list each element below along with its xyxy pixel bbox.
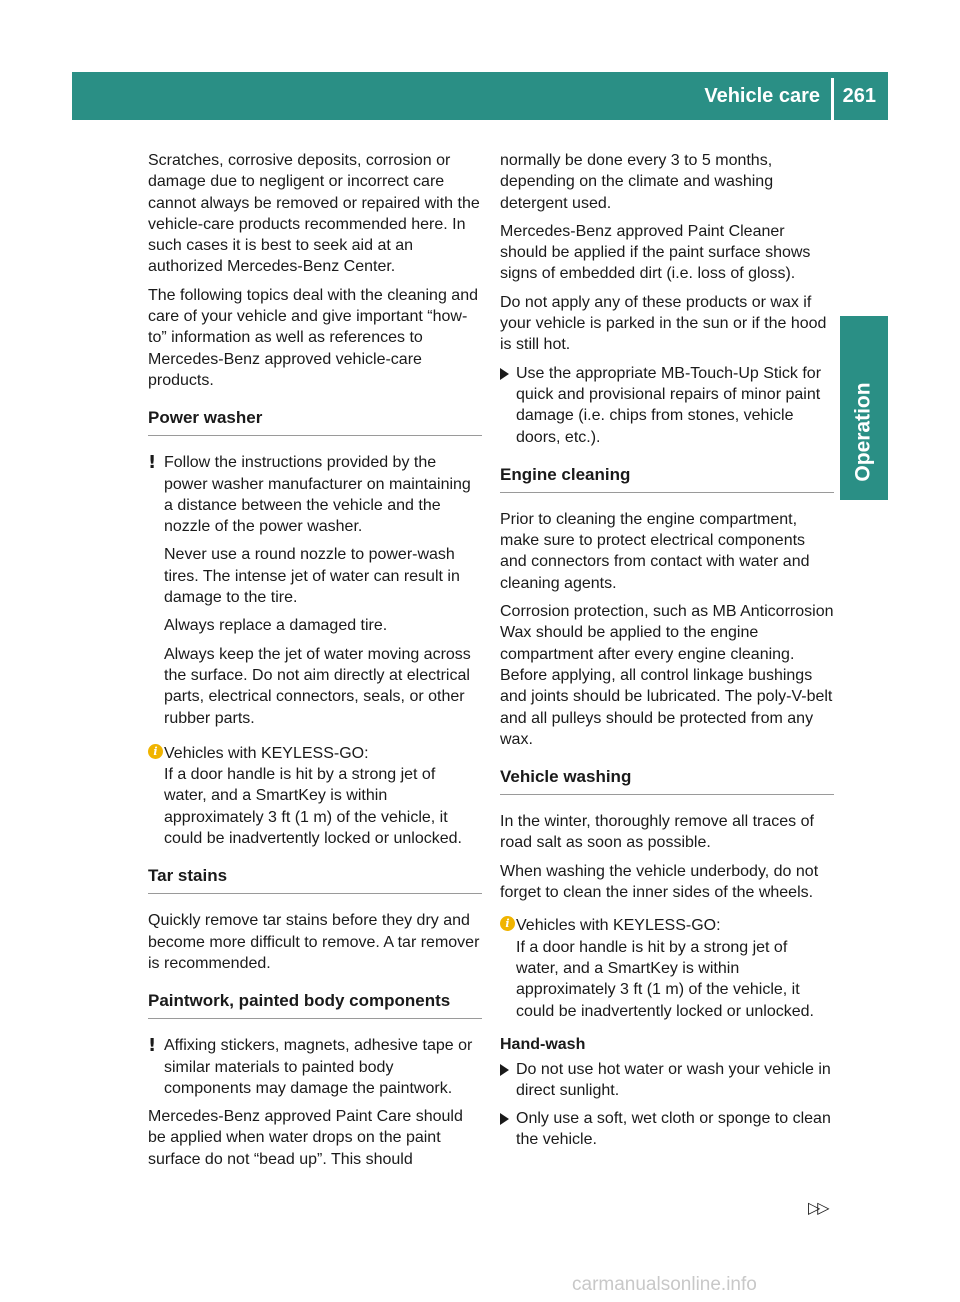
- warning-text: Always keep the jet of water moving across the surface. Do not aim directly at electrical parts, electrical connectors, seals, or other rubber parts.: [164, 645, 471, 727]
- step-text: Only use a soft, wet cloth or sponge to clean the vehicle.: [516, 1109, 831, 1148]
- warning-text: Never use a round nozzle to power-wash tires. The intense jet of water can result in damage to the tire.: [164, 546, 460, 607]
- watermark: carmanualsonline.info: [572, 1274, 757, 1295]
- info-note: [500, 915, 834, 1021]
- step-item: [500, 363, 834, 448]
- header-divider: [831, 78, 834, 120]
- step-arrow-icon: [500, 1113, 509, 1125]
- side-tab-text: Operation: [852, 382, 875, 482]
- paragraph: Mercedes-Benz approved Paint Cleaner should be applied if the paint surface shows signs of embedded dirt (i.e. loss of gloss).: [500, 222, 811, 283]
- warning-icon: !: [148, 452, 157, 474]
- step-arrow-icon: [500, 1064, 509, 1076]
- page-header: [72, 72, 888, 120]
- side-tab-marker: [840, 316, 888, 372]
- step-item: [500, 1108, 834, 1151]
- warning-note: [148, 452, 482, 729]
- continue-arrow-icon: ▷▷: [808, 1198, 827, 1217]
- left-column: [148, 150, 482, 1177]
- side-tab-label: [847, 372, 881, 492]
- heading-tar-stains: Tar stains: [148, 865, 482, 894]
- info-title: Vehicles with KEYLESS-GO:: [516, 917, 721, 935]
- info-icon: i: [500, 916, 515, 931]
- step-text: Do not use hot water or wash your vehicle in direct sunlight.: [516, 1061, 831, 1100]
- paragraph: When washing the vehicle underbody, do not forget to clean the inner sides of the wheels.: [500, 862, 819, 902]
- heading-engine-cleaning: Engine cleaning: [500, 464, 834, 493]
- info-title: Vehicles with KEYLESS-GO:: [164, 744, 369, 762]
- paragraph: Do not apply any of these products or wax if your vehicle is parked in the sun or if the hood is still hot.: [500, 293, 827, 354]
- paragraph: normally be done every 3 to 5 months, depending on the climate and washing detergent used.: [500, 152, 774, 212]
- warning-note: [148, 1035, 482, 1099]
- paintwork-text: Mercedes-Benz approved Paint Care should be applied when water drops on the paint surface do not “bead up”. This should: [148, 1108, 463, 1168]
- paragraph: In the winter, thoroughly remove all traces of road salt as soon as possible.: [500, 813, 814, 852]
- info-text: If a door handle is hit by a strong jet of water, and a SmartKey is within approximately 3 ft (1 m) of the vehicle, it could be inadvertently locked or unlocked.: [516, 938, 814, 1020]
- warning-text: Affixing stickers, magnets, adhesive tape or similar materials to painted body components may damage the paintwork.: [164, 1037, 473, 1097]
- intro-paragraph-2: The following topics deal with the cleaning and care of your vehicle and give important “how-to” information as well as references to Mercedes-Benz approved vehicle-care products.: [148, 286, 478, 389]
- info-text: If a door handle is hit by a strong jet of water, and a SmartKey is within approximately 3 ft (1 m) of the vehicle, it could be inadvertently locked or unlocked.: [164, 766, 462, 848]
- info-note: [148, 743, 482, 849]
- paragraph: Corrosion protection, such as MB Anticorrosion Wax should be applied to the engine compartment after every engine cleaning. Before applying, all control linkage bushings and joints should be lubricated. The poly-V-belt and all pulleys should be protected from any wax.: [500, 603, 834, 748]
- info-icon: i: [148, 744, 163, 759]
- section-title: Vehicle care: [704, 85, 820, 107]
- page-number: 261: [842, 85, 876, 107]
- heading-hand-wash: Hand-wash: [500, 1035, 586, 1053]
- step-arrow-icon: [500, 368, 509, 380]
- step-item: [500, 1059, 834, 1102]
- intro-paragraph: Scratches, corrosive deposits, corrosion or damage due to negligent or incorrect care cannot always be removed or repaired with the vehicle-care products recommended here. In such cases it is best to seek aid at an authorized Mercedes-Benz Center.: [148, 152, 480, 276]
- right-column: [500, 150, 834, 1156]
- warning-icon: !: [148, 1035, 157, 1057]
- warning-text: Follow the instructions provided by the power washer manufacturer on maintaining a distance between the vehicle and the nozzle of the power washer.: [164, 454, 471, 536]
- step-text: Use the appropriate MB-Touch-Up Stick for quick and provisional repairs of minor paint damage (i.e. chips from stones, vehicle doors, etc.).: [516, 364, 822, 446]
- heading-power-washer: Power washer: [148, 407, 482, 436]
- warning-text: Always replace a damaged tire.: [164, 617, 388, 635]
- tar-stains-text: Quickly remove tar stains before they dry and become more difficult to remove. A tar remover is recommended.: [148, 912, 480, 972]
- heading-paintwork: Paintwork, painted body components: [148, 990, 482, 1019]
- paragraph: Prior to cleaning the engine compartment, make sure to protect electrical components and connectors from contact with water and cleaning agents.: [500, 510, 810, 592]
- heading-vehicle-washing: Vehicle washing: [500, 766, 834, 795]
